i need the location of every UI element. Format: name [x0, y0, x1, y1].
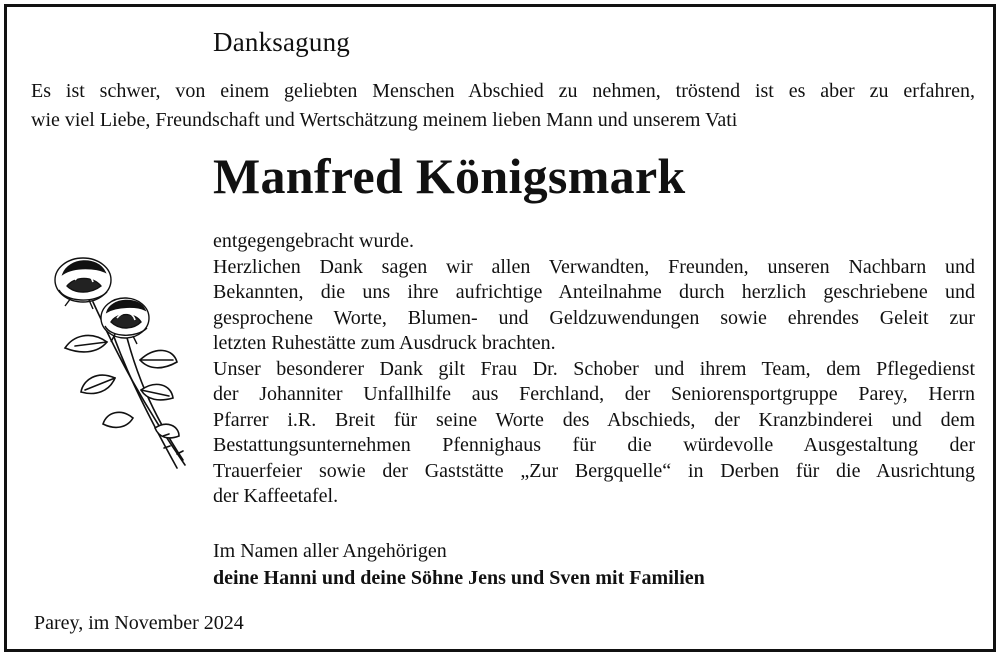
body-line: letzten Ruhestätte zum Ausdruck brachten. [213, 332, 556, 354]
body-line: Bestattungsunternehmen Pfennighaus für die würdevolle Ausgestaltung der [213, 434, 975, 456]
body-line: Unser besonderer Dank gilt Frau Dr. Schober und ihrem Team, dem Pflegedienst [213, 357, 975, 380]
body-line: der Kaffeetafel. [213, 485, 339, 507]
place-date: Parey, im November 2024 [34, 612, 244, 634]
body-line: Trauerfeier sowie der Gaststätte „Zur Bergquelle“ in Derben für die Ausrichtung [213, 459, 975, 482]
deceased-name: Manfred Königsmark [213, 148, 686, 204]
closing-block [213, 538, 705, 592]
body-line: Herzlichen Dank sagen wir allen Verwandten, Freunden, unseren Nachbarn und [213, 255, 975, 278]
intro-line-2: wie viel Liebe, Freundschaft und Wertschätzung meinem lieben Mann und unserem Vati [31, 109, 738, 131]
closing-line: Im Namen aller Angehörigen [213, 540, 447, 562]
obituary-notice [4, 4, 996, 652]
body-line: gesprochene Worte, Blumen- und Geldzuwendungen sowie ehrendes Geleit zur [213, 306, 975, 329]
intro-line-1: Es ist schwer, von einem geliebten Menschen Abschied zu nehmen, tröstend ist es aber zu erfahren, [31, 80, 975, 102]
body-line: Bekannten, die uns ihre aufrichtige Anteilnahme durch herzlich geschriebene und [213, 281, 975, 303]
family-signature: deine Hanni und deine Söhne Jens und Sven mit Familien [213, 567, 705, 589]
body-line: entgegengebracht wurde. [213, 230, 415, 252]
roses-icon [45, 250, 195, 472]
notice-heading: Danksagung [213, 27, 350, 57]
body-text [213, 229, 975, 510]
intro-text [31, 77, 975, 135]
body-line: der Johanniter Unfallhilfe aus Ferchland, der Seniorensportgruppe Parey, Herrn [213, 383, 975, 405]
body-line: Pfarrer i.R. Breit für seine Worte des Abschieds, der Kranzbinderei und dem [213, 408, 975, 431]
